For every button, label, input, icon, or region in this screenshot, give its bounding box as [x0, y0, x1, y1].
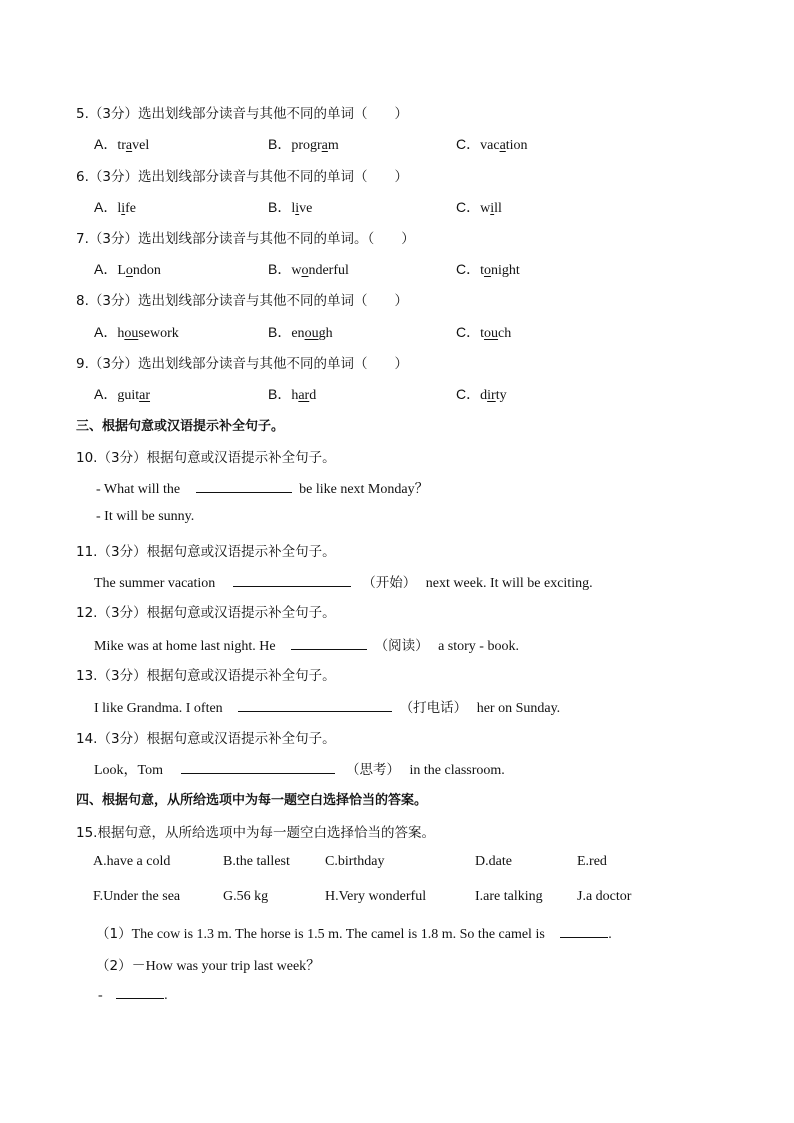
- question-number: 8.: [76, 293, 89, 309]
- question-number: 15.: [76, 825, 98, 841]
- answer-blank[interactable]: [196, 480, 292, 493]
- question-7: [76, 227, 415, 247]
- question-10: [76, 446, 336, 466]
- question-12: [76, 601, 336, 621]
- option-c: C．will: [456, 199, 502, 216]
- question-13: [76, 664, 336, 684]
- choice-i: I.are talking: [475, 889, 543, 904]
- question-stem: （3分）根据句意或汉语提示补全句子。: [97, 605, 336, 621]
- question-stem: （3分）选出划线部分读音与其他不同的单词（ ）: [88, 356, 408, 372]
- question-stem: （3分）根据句意或汉语提示补全句子。: [97, 544, 336, 560]
- question-stem: （3分）根据句意或汉语提示补全句子。: [97, 450, 336, 466]
- option-a: A．guitar: [94, 386, 151, 403]
- option-b: B．wonderful: [268, 261, 349, 278]
- q15-sub-1: （1）The cow is 1.3 m. The horse is 1.5 m. The camel is 1.8 m. So the camel is .: [96, 926, 612, 942]
- section-3-title: 三、根据句意或汉语提示补全句子。: [76, 419, 285, 434]
- option-a: A．life: [94, 199, 137, 216]
- option-c: C．touch: [456, 324, 512, 341]
- option-c: C．tonight: [456, 261, 520, 278]
- option-a: A．London: [94, 261, 161, 278]
- question-number: 14.: [76, 731, 98, 747]
- q10-line-1: - What will the be like next Monday？: [96, 482, 429, 497]
- answer-blank[interactable]: [181, 761, 335, 774]
- question-11: [76, 540, 336, 560]
- option-c: C．dirty: [456, 386, 507, 403]
- question-number: 10.: [76, 450, 98, 466]
- q13-line: I like Grandma. I often （打电话） her on Sunday.: [94, 700, 561, 716]
- q11-line: The summer vacation （开始） next week. It will be exciting.: [94, 575, 593, 591]
- q15-sub-2-answer: - .: [98, 988, 168, 1003]
- question-number: 6.: [76, 169, 89, 185]
- choice-d: D.date: [475, 854, 512, 869]
- question-5: [76, 102, 408, 122]
- question-number: 5.: [76, 106, 89, 122]
- choice-c: C.birthday: [325, 854, 385, 869]
- option-b: B．hard: [268, 386, 317, 403]
- option-b: B．enough: [268, 324, 333, 341]
- option-b: B．live: [268, 199, 313, 216]
- question-9: [76, 352, 408, 372]
- question-number: 11.: [76, 544, 98, 560]
- question-stem: （3分）根据句意或汉语提示补全句子。: [97, 668, 336, 684]
- answer-blank[interactable]: [238, 699, 392, 712]
- choice-b: B.the tallest: [223, 854, 290, 869]
- option-c: C．vacation: [456, 136, 528, 153]
- question-stem: （3分）选出划线部分读音与其他不同的单词（ ）: [88, 293, 408, 309]
- q12-line: Mike was at home last night. He （阅读） a story - book.: [94, 638, 519, 654]
- option-b: B．program: [268, 136, 339, 153]
- q15-sub-2: （2）－How was your trip last week？: [96, 958, 321, 974]
- choice-g: G.56 kg: [223, 889, 269, 904]
- option-a: A．housework: [94, 324, 179, 341]
- question-6: [76, 165, 408, 185]
- q14-line: Look，Tom （思考） in the classroom.: [94, 762, 505, 778]
- q10-line-2: - It will be sunny.: [96, 509, 195, 524]
- question-stem: 根据句意，从所给选项中为每一题空白选择恰当的答案。: [97, 825, 435, 841]
- question-stem: （3分）选出划线部分读音与其他不同的单词。（ ）: [88, 231, 415, 247]
- choice-f: F.Under the sea: [93, 889, 181, 904]
- answer-blank[interactable]: [291, 637, 367, 650]
- question-stem: （3分）选出划线部分读音与其他不同的单词（ ）: [88, 106, 408, 122]
- section-4-title: 四、根据句意，从所给选项中为每一题空白选择恰当的答案。: [76, 793, 428, 808]
- answer-blank[interactable]: [116, 986, 164, 999]
- choice-e: E.red: [577, 854, 607, 869]
- question-number: 12.: [76, 605, 98, 621]
- question-stem: （3分）选出划线部分读音与其他不同的单词（ ）: [88, 169, 408, 185]
- question-number: 13.: [76, 668, 98, 684]
- answer-blank[interactable]: [233, 574, 351, 587]
- option-a: A．travel: [94, 136, 150, 153]
- question-number: 9.: [76, 356, 89, 372]
- choice-j: J.a doctor: [577, 889, 632, 904]
- question-14: [76, 727, 336, 747]
- question-number: 7.: [76, 231, 89, 247]
- question-stem: （3分）根据句意或汉语提示补全句子。: [97, 731, 336, 747]
- answer-blank[interactable]: [560, 925, 608, 938]
- question-15: [76, 821, 435, 841]
- question-8: [76, 289, 408, 309]
- choice-a: A.have a cold: [93, 854, 171, 869]
- choice-h: H.Very wonderful: [325, 889, 427, 904]
